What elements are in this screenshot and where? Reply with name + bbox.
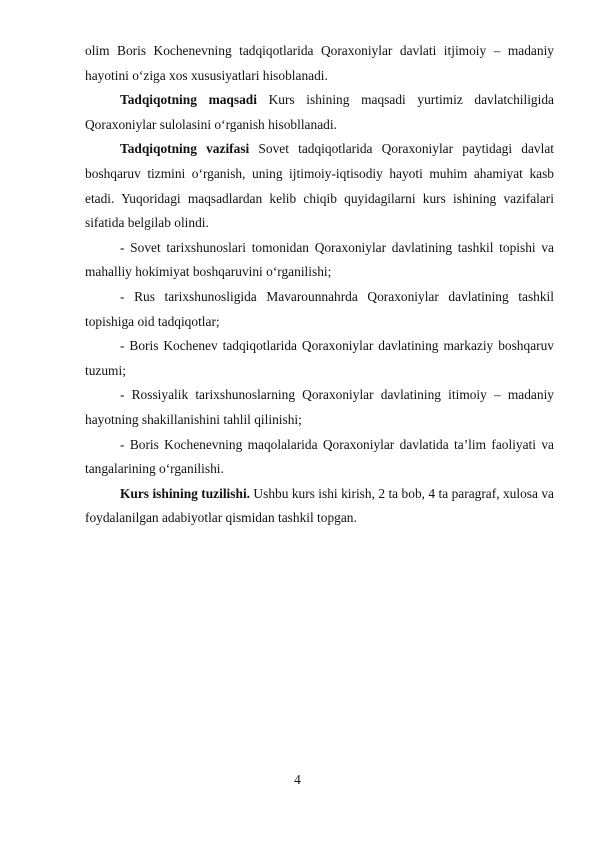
task-item-text: - Rossiyalik tarixshunoslarning Qoraxoniylar davlatining itimoiy – madaniy hayotning shakillanishini tahlil qilinishi; [85,387,554,427]
paragraph-text: Kurs ishining maqsadi yurtimiz davlatchiligida Qoraxoniylar sulolasini o‘rganish hisobllanadi. [85,92,554,132]
structure-heading: Kurs ishining tuzilishi. [120,485,251,501]
paragraph-tasks [85,137,554,235]
paragraph-text: Ushbu kurs ishi kirish, 2 ta bob, 4 ta paragraf, xulosa va foydalanilgan adabiyotlar qismidan tashkil topgan. [85,485,554,526]
task-item-text: - Boris Kochenev tadqiqotlarida Qoraxoniylar davlatining markaziy boshqaruv tuzumi; [85,338,554,378]
task-item [85,383,554,432]
paragraph-text: Sovet tadqiqotlarida Qoraxoniylar paytidagi davlat boshqaruv tizmini o‘rganish, uning ijtimoiy-iqtisodiy hayoti muhim ahamiyat kasb etadi. Yuqoridagi maqsadlardan kelib chiqib quyidagilarni kurs ishining vazifalari sifatida belgilab olindi. [85,141,554,231]
paragraph-text: olim Boris Kochenevning tadqiqotlarida Qoraxoniylar davlati itjimoiy – madaniy hayotini o‘ziga xos xususiyatlari hisoblanadi. [85,43,554,83]
task-item-text: - Boris Kochenevning maqolalarida Qoraxoniylar davlatida ta’lim faoliyati va tangalarining o‘rganilishi. [85,436,554,477]
task-item [85,285,554,334]
page-number: 4 [294,772,301,787]
tasks-heading: Tadqiqotning vazifasi [120,141,250,157]
task-item-text: - Sovet tarixshunoslari tomonidan Qoraxoniylar davlatining tashkil topishi va mahalliy hokimiyat boshqaruvini o‘rganilishi; [85,239,554,280]
body-text [85,39,554,531]
goal-heading: Tadqiqotning maqsadi [120,92,257,108]
paragraph-intro [85,39,554,88]
paragraph-goal [85,88,554,137]
task-item [85,236,554,285]
task-item-text: - Rus tarixshunosligida Mavarounnahrda Qoraxoniylar davlatining tashkil topishiga oid tadqiqotlar; [85,288,554,329]
task-item [85,334,554,383]
task-item [85,433,554,482]
paragraph-structure [85,482,554,531]
